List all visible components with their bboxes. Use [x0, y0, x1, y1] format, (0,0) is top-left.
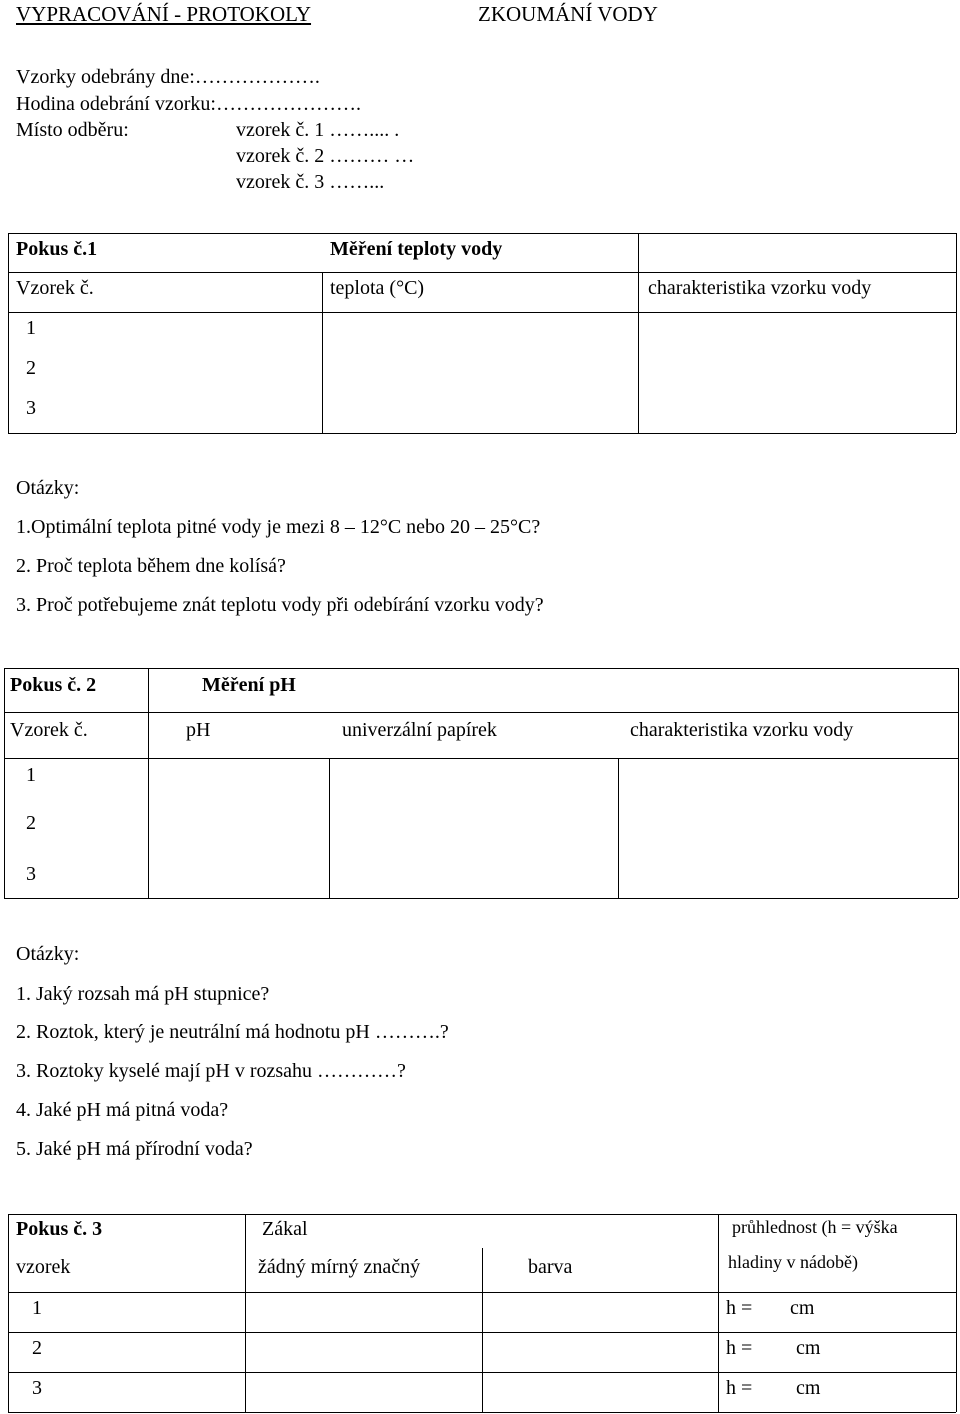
exp3-row-1-unit: cm: [790, 1297, 815, 1319]
exp1-row-3: 3: [26, 397, 36, 419]
exp1-question-2: 2. Proč teplota během dne kolísá?: [16, 555, 286, 577]
exp2-question-2: 2. Roztok, který je neutrální má hodnotu pH ……….?: [16, 1021, 449, 1043]
exp3-row-1-number: 1: [32, 1297, 42, 1319]
exp3-col-color: barva: [528, 1256, 573, 1278]
sampling-date: Vzorky odebrány dne:……………….: [16, 66, 320, 88]
exp1-label: Pokus č.1: [16, 238, 98, 260]
exp2-label: Pokus č. 2: [10, 674, 97, 696]
exp2-question-3: 3. Roztoky kyselé mají pH v rozsahu …………?: [16, 1060, 406, 1082]
exp2-col-sample: Vzorek č.: [10, 719, 88, 741]
exp1-col-characteristics: charakteristika vzorku vody: [648, 277, 872, 299]
exp2-title: Měření pH: [202, 674, 296, 696]
exp2-row-3: 3: [26, 863, 36, 885]
exp3-col-sample: vzorek: [16, 1256, 71, 1278]
exp1-question-3: 3. Proč potřebujeme znát teplotu vody při odebírání vzorku vody?: [16, 594, 544, 616]
exp3-col-turbidity: Zákal: [262, 1218, 308, 1240]
exp1-col-sample: Vzorek č.: [16, 277, 94, 299]
exp1-row-1: 1: [26, 317, 36, 339]
exp3-row-2-h: h =: [726, 1337, 753, 1359]
document-subtitle: ZKOUMÁNÍ VODY: [478, 2, 658, 26]
exp2-col-characteristics: charakteristika vzorku vody: [630, 719, 854, 741]
exp1-row-2: 2: [26, 357, 36, 379]
exp3-row-1-h: h =: [726, 1297, 753, 1319]
exp2-col-paper: univerzální papírek: [342, 719, 497, 741]
exp1-questions-label: Otázky:: [16, 477, 80, 499]
exp1-title: Měření teploty vody: [330, 238, 503, 260]
document-title: VYPRACOVÁNÍ - PROTOKOLY: [16, 2, 312, 26]
exp2-row-1: 1: [26, 764, 36, 786]
exp2-questions-label: Otázky:: [16, 943, 80, 965]
exp2-question-5: 5. Jaké pH má přírodní voda?: [16, 1138, 253, 1160]
exp3-turbidity-levels: žádný mírný značný: [258, 1256, 421, 1278]
exp3-row-2-number: 2: [32, 1337, 42, 1359]
exp3-row-2-unit: cm: [796, 1337, 821, 1359]
exp2-question-4: 4. Jaké pH má pitná voda?: [16, 1099, 229, 1121]
sampling-hour: Hodina odebrání vzorku:………………….: [16, 93, 361, 115]
exp3-row-3-number: 3: [32, 1377, 42, 1399]
sample-1-line: vzorek č. 1 …….... .: [236, 119, 400, 141]
exp3-col-transparency-line1: průhlednost (h = výška: [732, 1217, 898, 1237]
sample-3-line: vzorek č. 3 ……...: [236, 171, 385, 193]
exp2-question-1: 1. Jaký rozsah má pH stupnice?: [16, 983, 270, 1005]
exp3-row-3-unit: cm: [796, 1377, 821, 1399]
exp1-col-temperature: teplota (°C): [330, 277, 425, 299]
exp2-col-ph: pH: [186, 719, 211, 741]
exp3-label: Pokus č. 3: [16, 1218, 103, 1240]
exp2-row-2: 2: [26, 812, 36, 834]
exp1-question-1: 1.Optimální teplota pitné vody je mezi 8 – 12°C nebo 20 – 25°C?: [16, 516, 541, 538]
exp3-row-3-h: h =: [726, 1377, 753, 1399]
sample-2-line: vzorek č. 2 ……… …: [236, 145, 415, 167]
sampling-place-label: Místo odběru:: [16, 119, 129, 141]
exp3-col-transparency-line2: hladiny v nádobě): [728, 1252, 858, 1272]
